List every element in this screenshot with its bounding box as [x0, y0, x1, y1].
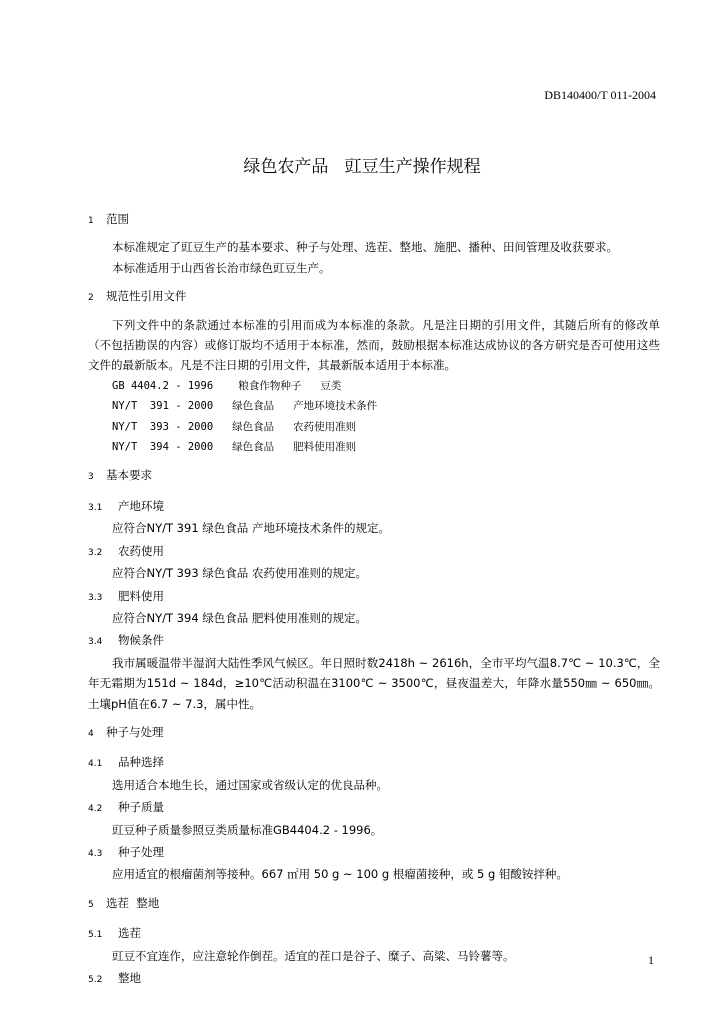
paragraph: 应符合NY/T 391 绿色食品 产地环境技术条件的规定。	[112, 521, 390, 536]
subsection-number: 4.1	[88, 759, 103, 770]
section-heading-3	[88, 465, 660, 487]
subsection-title: 种子质量	[118, 800, 164, 815]
subsection-number: 4.3	[88, 848, 103, 859]
reference-item: GB 4404.2 - 1996 粮食作物种子 豆类	[112, 379, 342, 392]
subsection-heading-4-3	[88, 842, 660, 864]
section-heading-5	[88, 893, 660, 915]
section-title: 范围	[106, 212, 129, 226]
paragraph: 应用适宜的根瘤菌剂等接种。667 ㎡用 50 g ~ 100 g 根瘤菌接种，或 5 g 钼酸铵拌种。	[112, 867, 568, 882]
subsection-title: 肥料使用	[118, 588, 164, 603]
subsection-title: 品种选择	[118, 755, 164, 770]
subsection-heading-5-1	[88, 923, 660, 945]
reference-item: NY/T 394 - 2000 绿色食品 肥料使用准则	[112, 441, 357, 454]
section-number: 4	[88, 728, 94, 739]
subsection-number: 3.3	[88, 592, 103, 603]
paragraph: 下列文件中的条款通过本标准的引用而成为本标准的条款。凡是注日期的引用文件，其随后所有的修改单（不包括勘误的内容）或修订版均不适用于本标准，然而，鼓励根据本标准达成协议的各方研究是否可使用这些文件的最新版本。凡是不注日期的引用文件，其最新版本适用于本标准。	[88, 317, 660, 373]
section-number: 2	[88, 293, 94, 304]
reference-item: NY/T 391 - 2000 绿色食品 产地环境技术条件	[112, 400, 378, 413]
subsection-title: 选茬	[118, 926, 141, 941]
section-heading-4	[88, 722, 660, 744]
paragraph: 豇豆种子质量参照豆类质量标准GB4404.2 - 1996。	[112, 822, 383, 837]
paragraph: 本标准规定了豇豆生产的基本要求、种子与处理、选茬、整地、施肥、播种、田间管理及收获要求。	[112, 240, 618, 255]
subsection-heading-3-2	[88, 541, 660, 563]
subsection-number: 5.1	[88, 930, 103, 941]
paragraph: 应符合NY/T 393 绿色食品 农药使用准则的规定。	[112, 566, 367, 581]
subsection-number: 3.1	[88, 502, 103, 513]
paragraph: 应符合NY/T 394 绿色食品 肥料使用准则的规定。	[112, 610, 367, 625]
section-heading-2	[88, 286, 660, 308]
section-heading-1	[88, 209, 660, 231]
subsection-number: 3.4	[88, 637, 103, 648]
subsection-title: 物候条件	[118, 633, 164, 648]
subsection-heading-3-1	[88, 496, 660, 518]
section-number: 5	[88, 899, 94, 910]
section-title: 选茬 整地	[106, 895, 160, 910]
subsection-heading-4-1	[88, 752, 660, 774]
standard-number: DB140400/T 011-2004	[544, 88, 656, 102]
paragraph: 豇豆不宜连作，应注意轮作倒茬。适宜的茬口是谷子、糜子、高粱、马铃薯等。	[112, 948, 515, 963]
paragraph: 我市属暖温带半湿润大陆性季风气候区。年日照时数2418h ~ 2616h，全市平均气温8.7℃ ~ 10.3℃，全年无霜期为151d ~ 184d，≥10℃活动积温在3100℃ ~ 3500℃，昼夜温差大，年降水量550㎜ ~ 650㎜。土壤pH值在6.7 ~ 7.3，属中性。	[88, 655, 660, 711]
subsection-heading-3-4	[88, 630, 660, 652]
reference-item: NY/T 393 - 2000 绿色食品 农药使用准则	[112, 420, 357, 433]
subsection-title: 种子处理	[118, 844, 164, 859]
document-title: 绿色农产品 豇豆生产操作规程	[243, 157, 481, 177]
subsection-number: 4.2	[88, 804, 103, 815]
paragraph: 本标准适用于山西省长治市绿色豇豆生产。	[112, 260, 331, 275]
subsection-number: 5.2	[88, 975, 103, 985]
subsection-number: 3.2	[88, 547, 103, 558]
subsection-heading-3-3	[88, 586, 660, 608]
document-body	[88, 209, 660, 990]
section-title: 基本要求	[106, 468, 152, 483]
subsection-title: 整地	[118, 971, 141, 985]
subsection-heading-4-2	[88, 797, 660, 819]
subsection-title: 产地环境	[118, 498, 164, 513]
page-number: 1	[648, 953, 654, 967]
section-title: 规范性引用文件	[106, 289, 187, 304]
subsection-heading-5-2	[88, 968, 660, 990]
section-number: 1	[88, 216, 94, 226]
subsection-title: 农药使用	[118, 543, 164, 558]
section-number: 3	[88, 472, 94, 483]
paragraph: 选用适合本地生长，通过国家或省级认定的优良品种。	[112, 777, 388, 792]
section-title: 种子与处理	[106, 724, 164, 739]
